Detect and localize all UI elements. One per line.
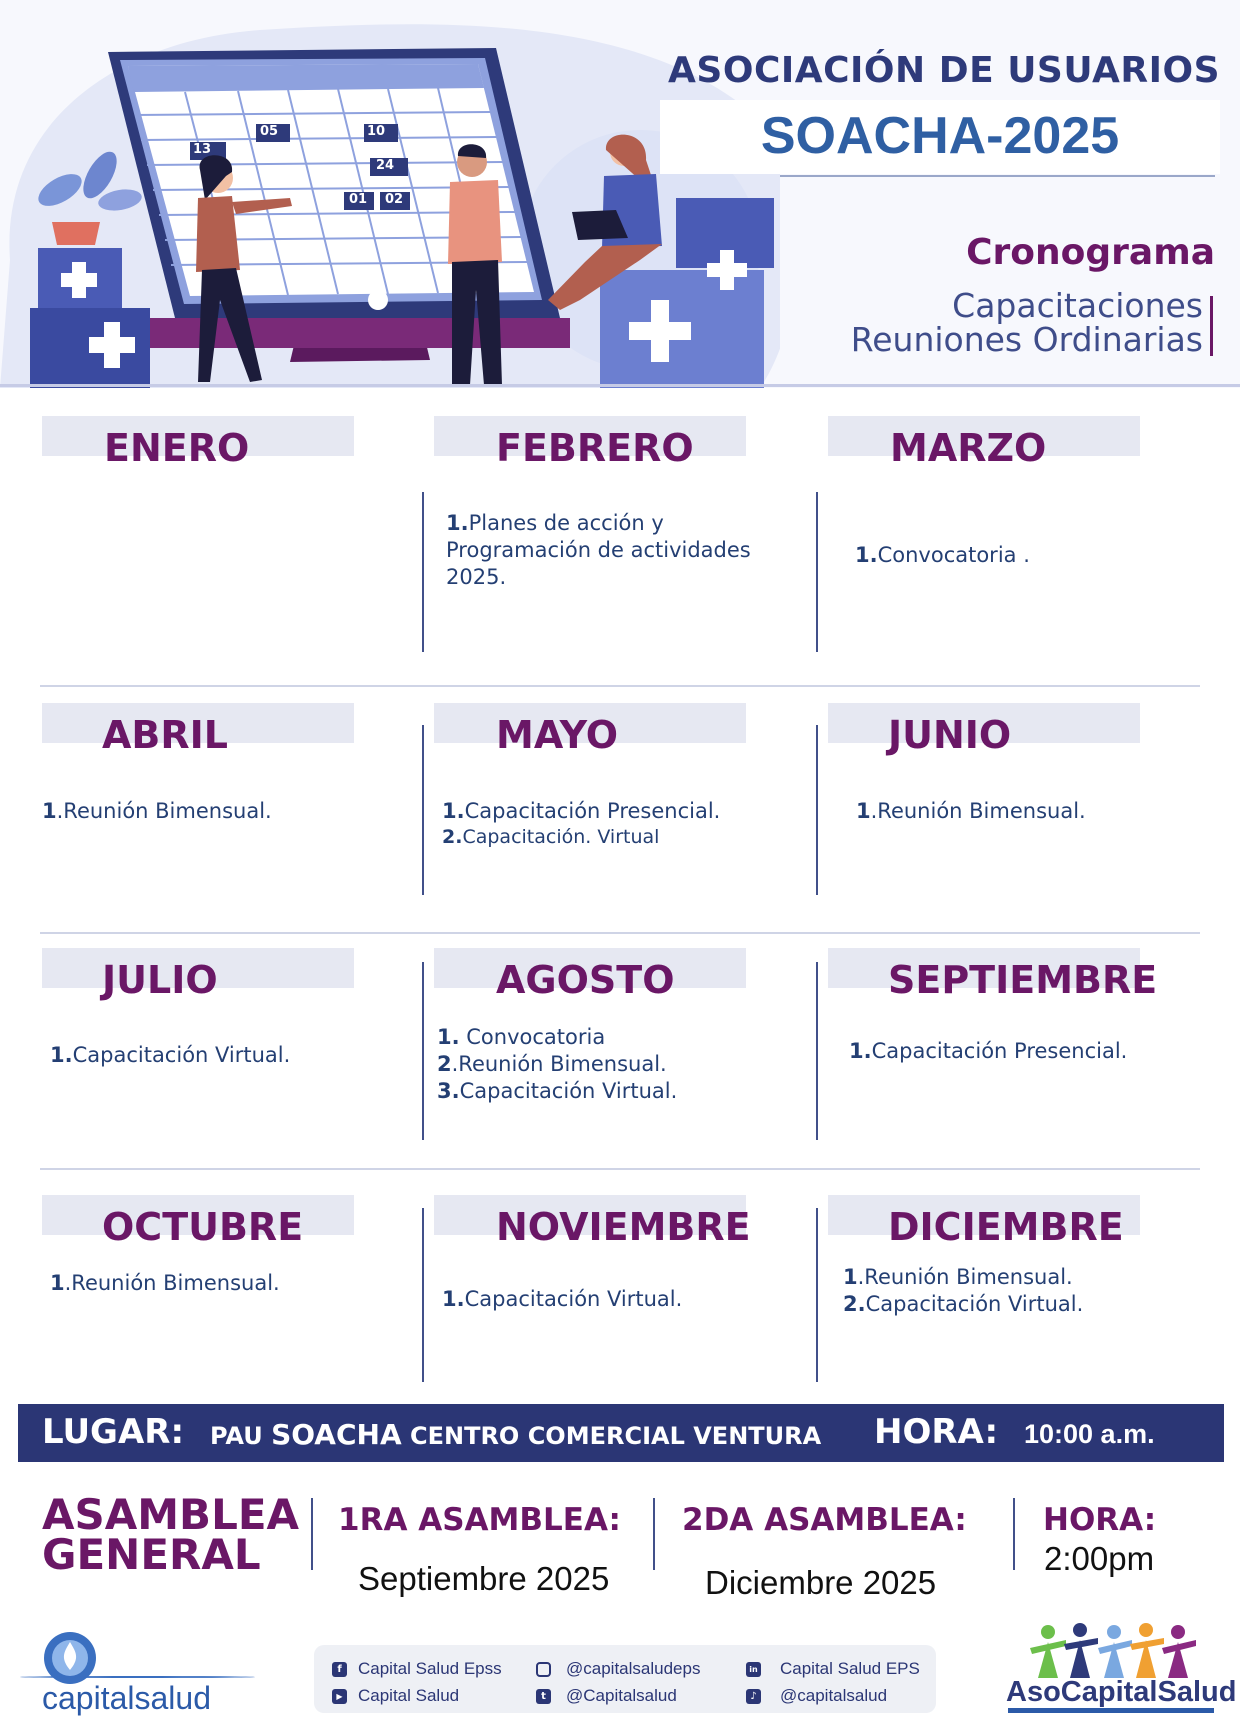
calendar-day-label: 01 [349, 192, 368, 207]
linkedin-icon: in [746, 1662, 761, 1677]
activity-item: 1.Capacitación Virtual. [50, 1043, 291, 1067]
assembly-divider [311, 1498, 313, 1570]
association-title: ASOCIACIÓN DE USUARIOS [668, 50, 1220, 91]
assembly-title-line: ASAMBLEA [42, 1490, 300, 1539]
month-name-abril: ABRIL [102, 713, 228, 757]
month-activities-mayo [442, 798, 720, 849]
location-place: PAU SOACHA CENTRO COMERCIAL VENTURA [210, 1418, 822, 1451]
activity-item: 2025. [446, 565, 507, 589]
logo-underline [1008, 1708, 1214, 1713]
activity-item: 1.Reunión Bimensual. [50, 1271, 280, 1295]
month-name-noviembre: NOVIEMBRE [496, 1205, 751, 1249]
activity-item: 1.Capacitación Virtual. [442, 1287, 683, 1311]
location-bar [18, 1404, 1224, 1462]
assembly-time-value: 2:00pm [1044, 1540, 1155, 1577]
month-name-agosto: AGOSTO [496, 958, 675, 1002]
social-link-facebook[interactable]: Capital Salud Epss [358, 1659, 502, 1678]
asocapitalsalud-people-icon [1028, 1620, 1198, 1680]
calendar-day-label: 02 [385, 192, 404, 207]
column-divider [422, 1208, 424, 1382]
month-activities-marzo [855, 542, 1030, 569]
monitor-illustration [108, 48, 570, 362]
title-divider [780, 175, 1215, 177]
column-divider [816, 962, 818, 1140]
assembly-time-label: HORA: [1043, 1502, 1157, 1538]
schedule-title: Cronograma [966, 232, 1215, 273]
calendar-day-label: 10 [367, 124, 386, 139]
assembly-divider [653, 1498, 655, 1570]
activity-item: 3.Capacitación Virtual. [437, 1079, 678, 1103]
second-assembly-date: Diciembre 2025 [705, 1564, 937, 1601]
second-assembly-label: 2DA ASAMBLEA: [682, 1502, 967, 1538]
social-link-youtube[interactable]: Capital Salud [358, 1686, 460, 1705]
month-activities-abril [42, 798, 272, 825]
month-name-octubre: OCTUBRE [102, 1205, 304, 1249]
row-divider [40, 932, 1200, 934]
header-banner [0, 0, 1240, 388]
subtitle-accent-bar [1210, 296, 1213, 356]
time-value: 10:00 a.m. [1024, 1419, 1155, 1449]
month-activities-julio [50, 1042, 290, 1069]
month-name-enero: ENERO [104, 426, 250, 470]
activity-item: 1.Reunión Bimensual. [843, 1265, 1073, 1289]
assembly-divider [1013, 1498, 1015, 1570]
month-activities-noviembre [442, 1286, 682, 1313]
youtube-icon: ▶ [332, 1689, 347, 1704]
activity-item: 1.Capacitación Presencial. [442, 799, 721, 823]
capitalsalud-logo-icon [40, 1628, 100, 1688]
assembly-title [42, 1490, 300, 1579]
calendar-day-label: 24 [376, 158, 395, 173]
social-link-twitter[interactable]: @Capitalsalud [566, 1686, 677, 1705]
time-label: HORA: [874, 1412, 999, 1452]
column-divider [816, 492, 818, 652]
activity-item: 1.Planes de acción y [446, 511, 664, 535]
activity-item: 2.Reunión Bimensual. [437, 1052, 667, 1076]
subtitle-capacitaciones: Capacitaciones [952, 286, 1203, 325]
month-activities-octubre [50, 1270, 280, 1297]
twitter-icon: t [536, 1689, 551, 1704]
activity-item: Programación de actividades [446, 538, 751, 562]
month-activities-septiembre [849, 1038, 1127, 1065]
activity-item: 2.Capacitación Virtual. [843, 1292, 1084, 1316]
instagram-icon [536, 1662, 551, 1677]
month-name-septiembre: SEPTIEMBRE [888, 958, 1158, 1002]
month-name-febrero: FEBRERO [496, 426, 694, 470]
calendar-day-label: 13 [193, 142, 212, 157]
column-divider [422, 492, 424, 652]
activity-item: 1.Capacitación Presencial. [849, 1039, 1128, 1063]
activity-item: 1. Convocatoria [437, 1025, 606, 1049]
facebook-icon: f [332, 1662, 347, 1677]
social-link-instagram[interactable]: @capitalsaludeps [566, 1659, 701, 1678]
activity-item: 2.Capacitación. Virtual [442, 826, 660, 848]
capitalsalud-logo-text: capitalsalud [42, 1680, 211, 1716]
activity-item: 1.Reunión Bimensual. [856, 799, 1086, 823]
month-activities-agosto [437, 1024, 677, 1105]
tiktok-icon: ♪ [746, 1689, 761, 1704]
column-divider [816, 1208, 818, 1382]
first-assembly-date: Septiembre 2025 [358, 1560, 610, 1597]
column-divider [816, 725, 818, 895]
logo-swoosh [20, 1676, 255, 1678]
row-divider [40, 685, 1200, 687]
month-activities-junio [856, 798, 1086, 825]
column-divider [422, 962, 424, 1140]
activity-item: 1.Reunión Bimensual. [42, 799, 272, 823]
header-bottom-line [0, 384, 1240, 387]
subtitle-reuniones: Reuniones Ordinarias [850, 320, 1203, 359]
month-name-marzo: MARZO [890, 426, 1047, 470]
calendar-day-label: 05 [260, 124, 279, 139]
social-media-box [314, 1645, 936, 1713]
month-name-mayo: MAYO [496, 713, 619, 757]
month-name-julio: JULIO [102, 958, 218, 1002]
first-assembly-label: 1RA ASAMBLEA: [338, 1502, 621, 1538]
month-name-diciembre: DICIEMBRE [888, 1205, 1124, 1249]
month-activities-diciembre [843, 1264, 1083, 1318]
month-activities-febrero [446, 510, 751, 591]
city-year-title: SOACHA-2025 [760, 107, 1120, 165]
assembly-title-line: GENERAL [42, 1530, 261, 1579]
column-divider [422, 725, 424, 895]
month-name-junio: JUNIO [888, 713, 1012, 757]
row-divider [40, 1168, 1200, 1170]
location-label: LUGAR: [42, 1412, 185, 1452]
social-link-tiktok[interactable]: @capitalsalud [780, 1686, 888, 1705]
asocapitalsalud-logo-text: AsoCapitalSalud [1006, 1676, 1237, 1708]
activity-item: 1.Convocatoria . [855, 543, 1030, 567]
social-link-linkedin[interactable]: Capital Salud EPS [780, 1659, 920, 1678]
